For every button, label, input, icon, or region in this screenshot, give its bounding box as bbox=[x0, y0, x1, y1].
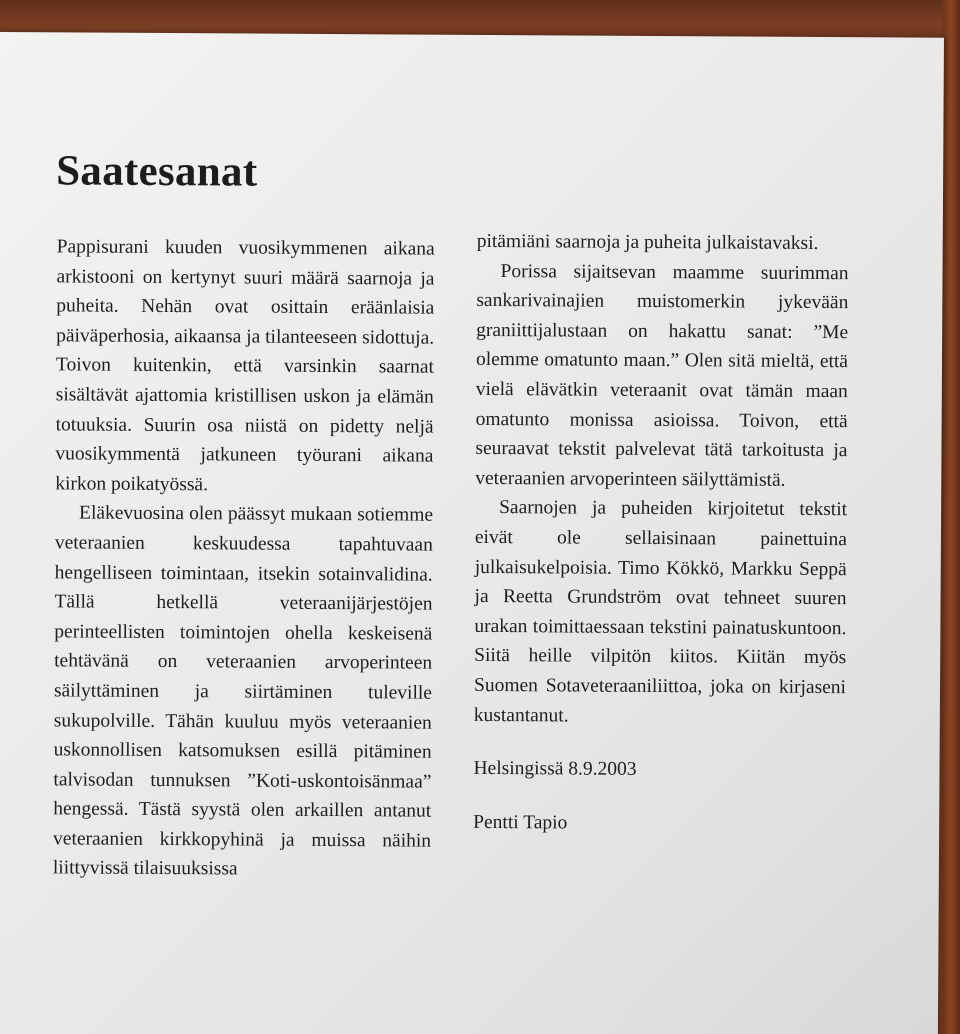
paragraph-3: Porissa sijaitsevan maamme suurimman sankarivainajien muistomerkin jykevään graniittijalustaan on hakattu sanat: ”Me olemme omatunto maan.” Olen sitä mieltä, että vielä elävätkin veteraanit ovat tämän maan omatunto monissa asioissa. Toivon, että seuraavat tekstit palvelevat tätä tarkoitusta ja veteraanien arvoperinteen säilyttämistä. bbox=[475, 260, 849, 491]
right-text-column bbox=[473, 227, 849, 840]
page-title: Saatesanat bbox=[56, 147, 258, 196]
left-text-column bbox=[53, 232, 435, 885]
paragraph-2-continued: pitämiäni saarnoja ja puheita julkaistavaksi. bbox=[476, 230, 819, 255]
author-signature: Pentti Tapio bbox=[473, 811, 568, 834]
paragraph-4: Saarnojen ja puheiden kirjoitetut tekstit eivät ole sellaisinaan painettuina julkaisukelpoisia. Timo Kökkö, Markku Seppä ja Reetta Grundström ovat tehneet suuren urakan toimittaessaan tekstini painatuskuntoon. Siitä heille vilpitön kiitos. Kiitän myös Suomen Sotaveteraaniliittoa, joka on kirjaseni kustantanut. bbox=[473, 497, 848, 726]
paragraph-2: Eläkevuosina olen päässyt mukaan sotiemme veteraanien keskuudessa tapahtuvaan hengelliseen toimintaan, itsekin sotainvalidina. Tällä hetkellä veteraanijärjestöjen perinteellisten toimintojen ohella keskeisenä tehtävänä on veteraanien arvoperinteen säilyttäminen ja siirtäminen tuleville sukupolville. Tähän kuuluu myös veteraanien uskonnollisen katsomuksen esillä pitäminen talvisodan tunnuksen ”Koti-uskontoisänmaa” hengessä. Tästä syystä olen arkaillen antanut veteraanien kirkkopyhinä ja muissa näihin liittyvissä tilaisuuksissa bbox=[52, 502, 434, 880]
paragraph-1: Pappisurani kuuden vuosikymmenen aikana arkistooni on kertynyt suuri määrä saarnoja ja puheita. Nehän ovat osittain eräänlaisia päiväperhosia, aikaansa ja tilanteeseen sidottuja. Toivon kuitenkin, että varsinkin saarnat sisältävät ajattomia kristillisen uskon ja elämän totuuksia. Suurin osa niistä on pidetty neljä vuosikymmentä jatkuneen työurani aikana kirkon poikatyössä. bbox=[55, 236, 435, 496]
place-and-date: Helsingissä 8.9.2003 bbox=[473, 758, 637, 780]
wooden-table-edge bbox=[942, 0, 960, 1034]
book-page bbox=[0, 32, 944, 1034]
